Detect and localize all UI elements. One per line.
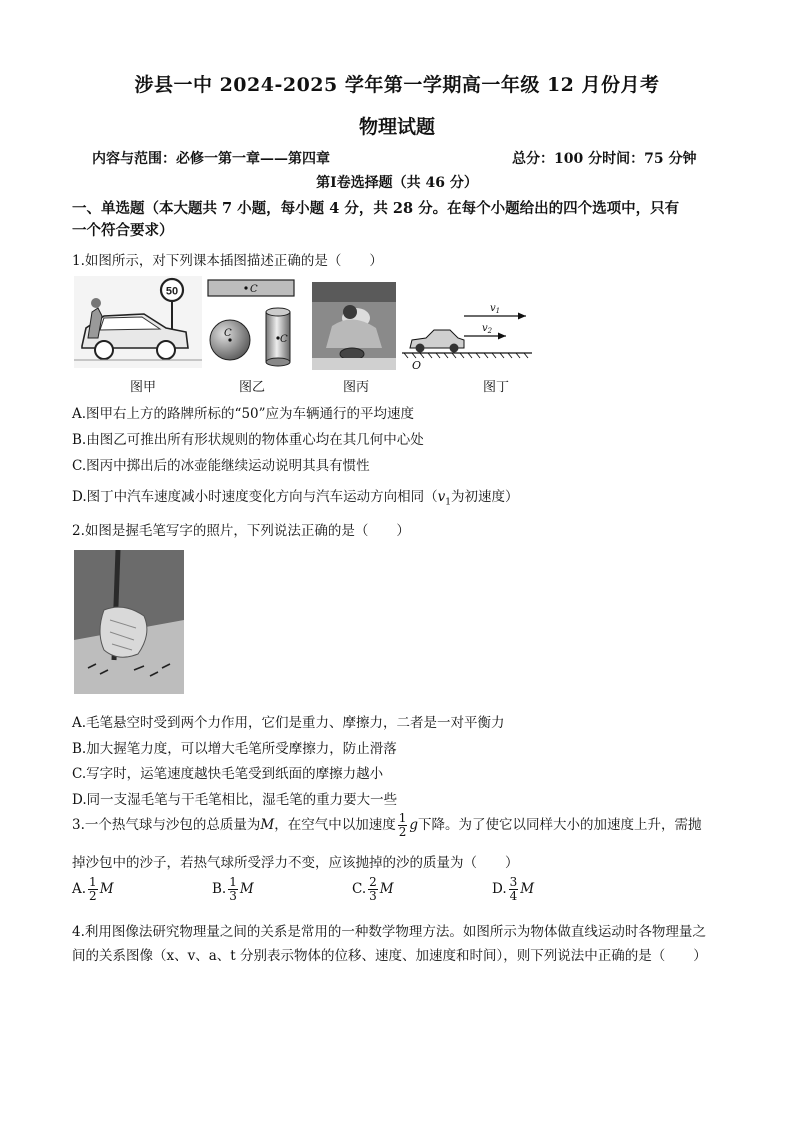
v2-label: $v_2$ bbox=[482, 323, 493, 335]
exam-subtitle: 物理试题 bbox=[358, 116, 435, 138]
origin-label: O bbox=[412, 359, 422, 372]
v1-label: $v_1$ bbox=[490, 303, 501, 315]
q3-half-fraction: $\frac{1}{2}$ bbox=[398, 811, 407, 839]
q3-stem-line2: 掉沙包中的沙子，若热气球所受浮力不变，应该抛掉的沙的质量为（ ） bbox=[72, 855, 519, 871]
q2-stem: 2.如图是握毛笔写字的照片，下列说法正确的是（ ） bbox=[72, 523, 410, 539]
section-heading-line2: 一个符合要求） bbox=[72, 222, 174, 239]
q1-figure-jia bbox=[74, 276, 202, 368]
q1-option-b: B.由图乙可推出所有形状规则的物体重心均在其几何中心处 bbox=[72, 432, 424, 448]
ruler-center-label: C bbox=[250, 284, 258, 295]
exam-scope: 内容与范围：必修一第一章——第四章 bbox=[92, 151, 330, 167]
q3-option-d: D. $\frac{3}{4}$ M bbox=[492, 875, 535, 903]
q3-option-a: A. $\frac{1}{2}$ M bbox=[72, 875, 114, 903]
q2-brush-photo bbox=[74, 550, 184, 694]
q4-stem-line1: 4.利用图像法研究物理量之间的关系是常用的一种数学物理方法。如图所示为物体做直线运动时各物理量之 bbox=[72, 924, 706, 940]
caption-bing: 图丙 bbox=[342, 380, 369, 395]
q1-figure-ding bbox=[402, 296, 532, 372]
q1-figure-bing bbox=[312, 282, 396, 370]
speed-sign-label: 50 bbox=[165, 285, 179, 298]
q3-option-c: C. $\frac{2}{3}$ M bbox=[352, 875, 394, 903]
q1-stem: 1.如图所示，对下列课本插图描述正确的是（ ） bbox=[72, 253, 383, 269]
q3-stem: 3.一个热气球与沙包的总质量为M，在空气中以加速度 $\frac{1}{2}$ g下降。为了使它以同样大小的加速度上升，需抛 bbox=[72, 811, 702, 839]
q1-figure-yi bbox=[206, 278, 302, 368]
q1-option-d: D.图丁中汽车速度减小时速度变化方向与汽车运动方向相同（$v_1$为初速度） bbox=[72, 489, 519, 508]
q3-option-b: B. $\frac{1}{3}$ M bbox=[212, 875, 254, 903]
q2-option-d: D.同一支湿毛笔与干毛笔相比，湿毛笔的重力要大一些 bbox=[72, 792, 398, 808]
q1-option-c: C.图丙中掷出后的冰壶能继续运动说明其具有惯性 bbox=[72, 458, 370, 474]
section-title: 第Ⅰ卷选择题（共 46 分） bbox=[316, 175, 478, 191]
q2-option-a: A.毛笔悬空时受到两个力作用，它们是重力、摩擦力，二者是一对平衡力 bbox=[72, 715, 505, 731]
cylinder-center-label: C bbox=[280, 334, 288, 345]
q2-option-c: C.写字时，运笔速度越快毛笔受到纸面的摩擦力越小 bbox=[72, 766, 384, 782]
q1-option-a: A.图甲右上方的路牌所标的“50”应为车辆通行的平均速度 bbox=[72, 406, 415, 422]
exam-title: 涉县一中 2024-2025 学年第一学期高一年级 12 月份月考 bbox=[134, 74, 660, 96]
caption-jia: 图甲 bbox=[129, 380, 156, 395]
q4-stem-line2: 间的关系图像（x、v、a、t 分别表示物体的位移、速度、加速度和时间），则下列说法中正确的是（ ） bbox=[72, 948, 707, 964]
q2-option-b: B.加大握笔力度，可以增大毛笔所受摩擦力，防止滑落 bbox=[72, 741, 397, 757]
ball-center-label: C bbox=[224, 328, 232, 339]
caption-yi: 图乙 bbox=[238, 380, 265, 395]
section-heading-line1: 一、单选题（本大题共 7 小题，每小题 4 分，共 28 分。在每个小题给出的四个选项中，只有 bbox=[72, 200, 680, 217]
caption-ding: 图丁 bbox=[482, 380, 509, 395]
exam-score-time: 总分：100 分时间：75 分钟 bbox=[512, 151, 697, 167]
